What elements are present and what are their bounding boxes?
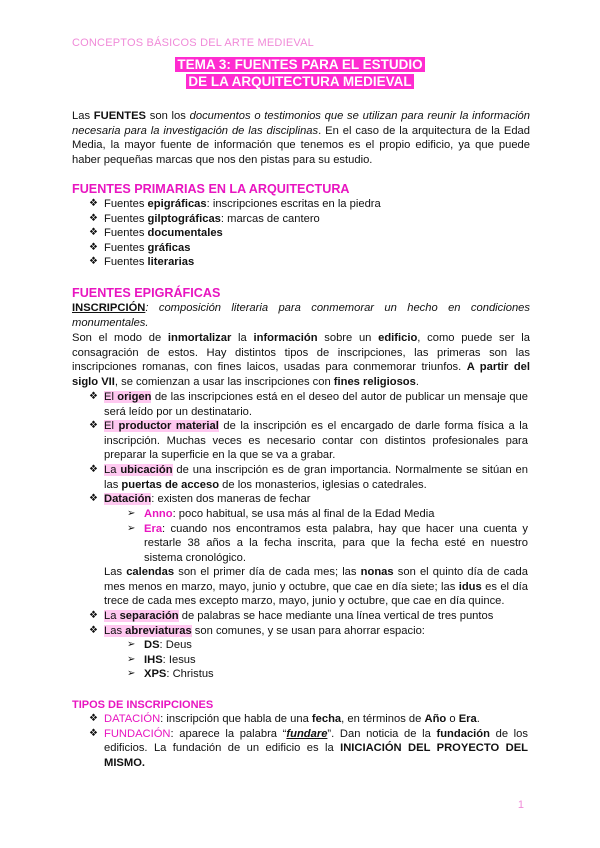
epigraficas-list-2 bbox=[88, 609, 528, 638]
page-title bbox=[0, 56, 600, 90]
tipos-list bbox=[88, 712, 528, 770]
epigraficas-heading: FUENTES EPIGRÁFICAS bbox=[72, 286, 221, 300]
list-item-productor: ❖ El productor material de la inscripción es el encargado de darle forma física a la inscripción. Muchas veces es necesario contar con distintos profesionales para preparar la superficie en la que se va a grabar. bbox=[88, 419, 528, 463]
page-number: 1 bbox=[517, 799, 524, 811]
inscripcion-definition: INSCRIPCIÓN: composición literaria para conmemorar un hecho en condiciones monumentales. bbox=[72, 302, 530, 329]
list-item-abreviaturas: ❖ Las abreviaturas son comunes, y se usan para ahorrar espacio: bbox=[88, 624, 528, 639]
abreviaturas-sublist bbox=[127, 638, 528, 682]
list-item: ❖ Fuentes documentales bbox=[88, 226, 528, 241]
list-item-datacion: ❖ Datación: existen dos maneras de fechar bbox=[88, 492, 528, 507]
list-item-tipo-datacion: ❖ DATACIÓN: inscripción que habla de una fecha, en términos de Año o Era. bbox=[88, 712, 528, 727]
course-header: CONCEPTOS BÁSICOS DEL ARTE MEDIEVAL bbox=[72, 37, 314, 49]
list-item: ❖ Fuentes literarias bbox=[88, 255, 528, 270]
sub-item-ihs: ➢ IHS: Iesus bbox=[127, 653, 528, 668]
tipos-heading: TIPOS DE INSCRIPCIONES bbox=[72, 699, 214, 711]
calendas-paragraph: Las calendas son el primer día de cada mes; las nonas son el quinto día de cada mes menos en marzo, mayo, junio y octubre, que cae en día siete; las idus es el día trece de cada mes excepto marzo, mayo, junio y octubre, que cae en día quince. bbox=[104, 566, 528, 608]
title-line-1: TEMA 3: FUENTES PARA EL ESTUDIO bbox=[177, 57, 423, 72]
sub-item-ds: ➢ DS: Deus bbox=[127, 638, 528, 653]
datacion-sublist bbox=[127, 507, 528, 565]
list-item: ❖ Fuentes gilptográficas: marcas de cantero bbox=[88, 212, 528, 227]
primarias-heading: FUENTES PRIMARIAS EN LA ARQUITECTURA bbox=[72, 182, 350, 196]
inscripcion-paragraph: Son el modo de inmortalizar la información sobre un edificio, como puede ser la consagración de estos. Hay distintos tipos de inscripciones, las primeras son las inscripciones romanas, con fines laicos, usadas para conmemorar triunfos. A partir del siglo VII, se comienzan a usar las inscripciones con fines religiosos. bbox=[72, 332, 530, 388]
intro-paragraph: Las FUENTES son los documentos o testimonios que se utilizan para reunir la información necesaria para la investigación de las disciplinas. En el caso de la arquitectura de la Edad Media, la mayor fuente de información que tenemos es el propio edificio, ya que puede haber pequeñas marcas que nos den pistas para su estudio. bbox=[72, 110, 530, 166]
sub-item-xps: ➢ XPS: Christus bbox=[127, 667, 528, 682]
sub-item-anno: ➢ Anno: poco habitual, se usa más al final de la Edad Media bbox=[127, 507, 528, 522]
epigraficas-list bbox=[88, 390, 528, 507]
list-item: ❖ Fuentes epigráficas: inscripciones escritas en la piedra bbox=[88, 197, 528, 212]
sub-item-era: ➢ Era: cuando nos encontramos esta palabra, hay que hacer una cuenta y restarle 38 años a la fecha inscrita, para que la fecha esté en nuestro sistema cronológico. bbox=[127, 522, 528, 566]
primarias-list bbox=[88, 197, 528, 270]
list-item-tipo-fundacion: ❖ FUNDACIÓN: aparece la palabra “fundare”. Dan noticia de la fundación de los edificios. La fundación de un edificio es la INICIACIÓN DEL PROYECTO DEL MISMO. bbox=[88, 727, 528, 771]
title-line-2: DE LA ARQUITECTURA MEDIEVAL bbox=[188, 74, 412, 89]
list-item-ubicacion: ❖ La ubicación de una inscripción es de gran importancia. Normalmente se sitúan en las puertas de acceso de los monasterios, iglesias o catedrales. bbox=[88, 463, 528, 492]
list-item-separacion: ❖ La separación de palabras se hace mediante una línea vertical de tres puntos bbox=[88, 609, 528, 624]
list-item-origen: ❖ El origen de las inscripciones está en el deseo del autor de publicar un mensaje que será leído por un destinatario. bbox=[88, 390, 528, 419]
list-item: ❖ Fuentes gráficas bbox=[88, 241, 528, 256]
